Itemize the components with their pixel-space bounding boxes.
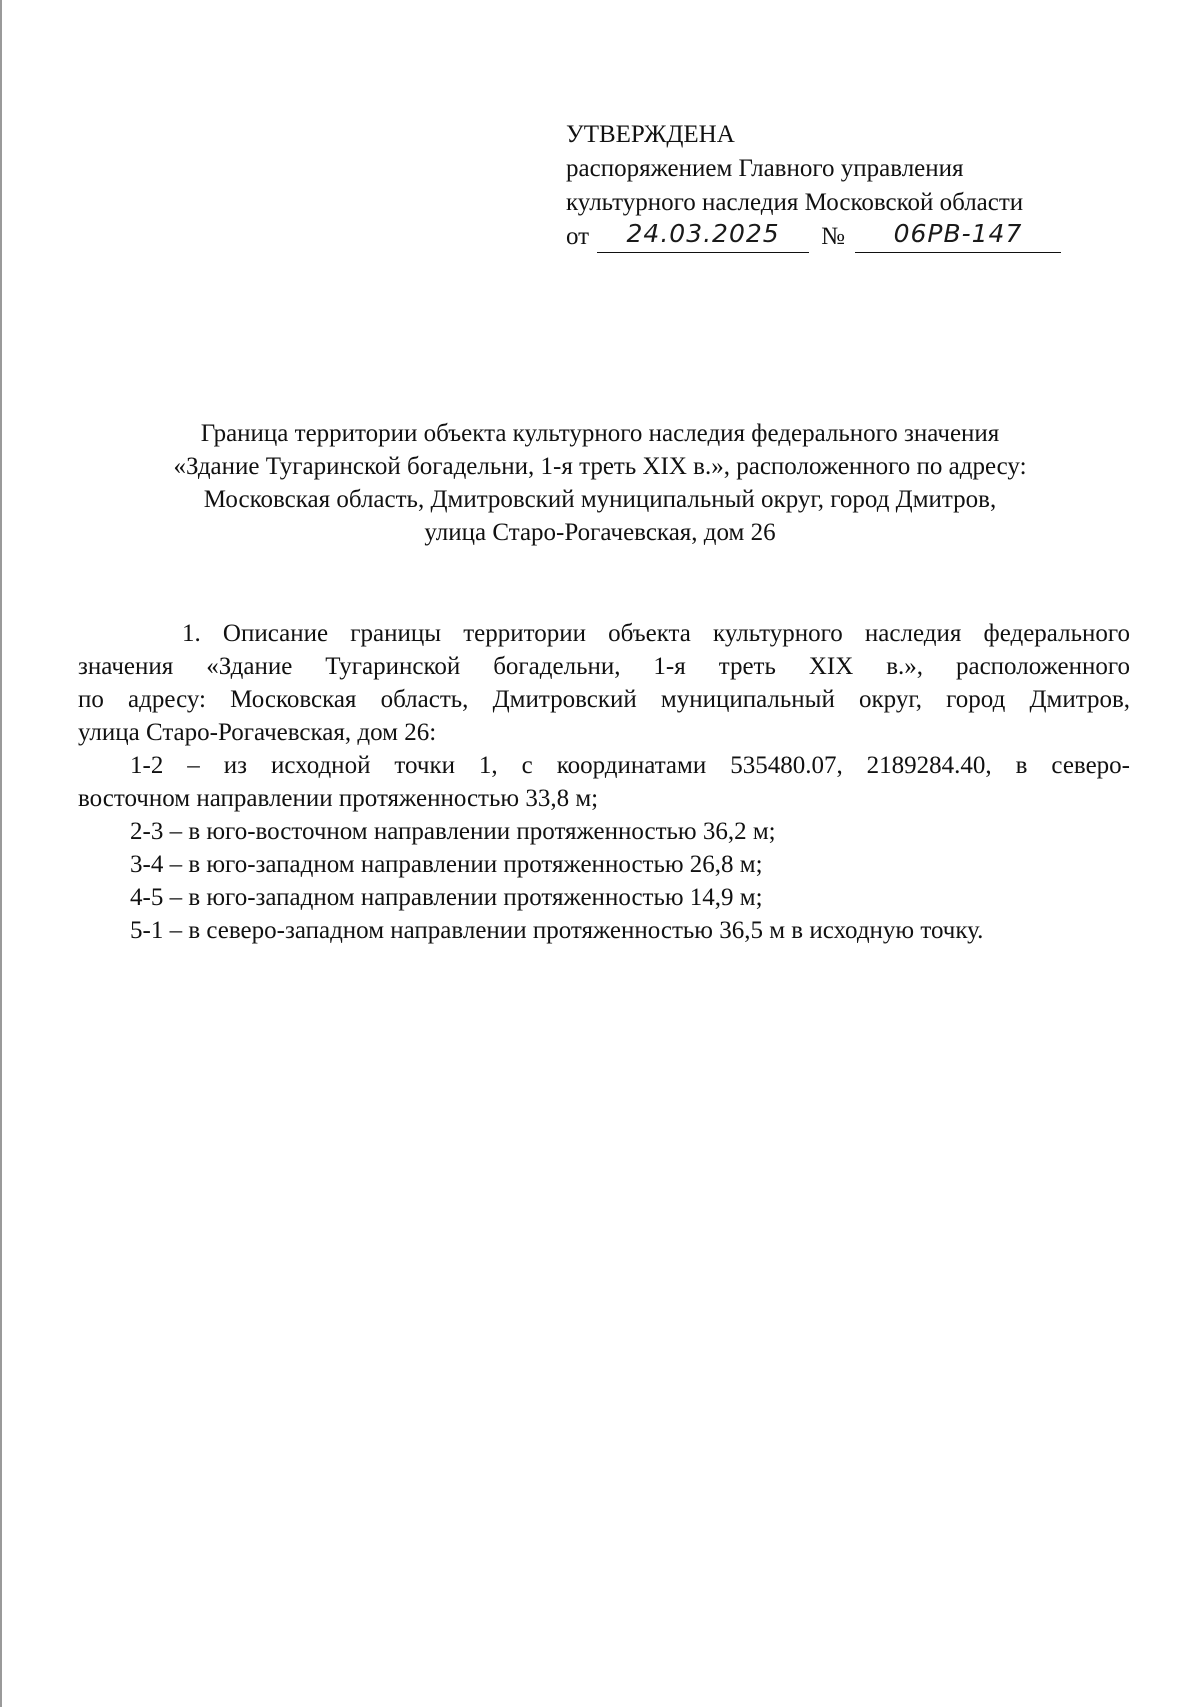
segment-4-5: 4-5 – в юго-западном направлении протяженностью 14,9 м;: [130, 884, 763, 911]
boundary-description: [78, 617, 1130, 947]
approval-title: УТВЕРЖДЕНА: [566, 121, 735, 148]
approval-date-number-line: [566, 220, 1106, 254]
title-line-3: Московская область, Дмитровский муниципальный округ, город Дмитров,: [203, 486, 997, 513]
number-sign: №: [821, 223, 845, 250]
intro-line-2: значения «Здание Тугаринской богадельни, 1-я треть XIX в.», расположенного: [78, 653, 1130, 680]
page-edge: [0, 0, 2, 1707]
title-line-1: Граница территории объекта культурного наследия федерального значения: [200, 420, 1000, 447]
segment-3-4: 3-4 – в юго-западном направлении протяженностью 26,8 м;: [130, 851, 763, 878]
segment-5-1: 5-1 – в северо-западном направлении протяженностью 36,5 м в исходную точку.: [130, 917, 984, 944]
approval-authority-line1: распоряжением Главного управления: [566, 155, 964, 182]
document-title: [60, 417, 1140, 549]
segment-1-2-line-2: восточном направлении протяженностью 33,8 м;: [78, 785, 599, 812]
segment-1-2-line-1: 1-2 – из исходной точки 1, с координатами 535480.07, 2189284.40, в северо-: [130, 752, 1130, 779]
handwritten-number: 06РВ-147: [855, 222, 1061, 253]
intro-line-3: по адресу: Московская область, Дмитровский муниципальный округ, город Дмитров,: [78, 686, 1130, 713]
date-prefix: от: [566, 223, 590, 250]
title-line-4: улица Старо-Рогачевская, дом 26: [424, 519, 776, 546]
title-line-2: «Здание Тугаринской богадельни, 1-я треть XIX в.», расположенного по адресу:: [173, 453, 1027, 480]
intro-line-1: 1. Описание границы территории объекта культурного наследия федерального: [182, 620, 1130, 647]
handwritten-date: 24.03.2025: [597, 222, 809, 253]
intro-line-4: улица Старо-Рогачевская, дом 26:: [78, 719, 437, 746]
approval-block: [566, 118, 1106, 254]
approval-authority-line2: культурного наследия Московской области: [566, 189, 1024, 216]
segment-2-3: 2-3 – в юго-восточном направлении протяженностью 36,2 м;: [130, 818, 776, 845]
